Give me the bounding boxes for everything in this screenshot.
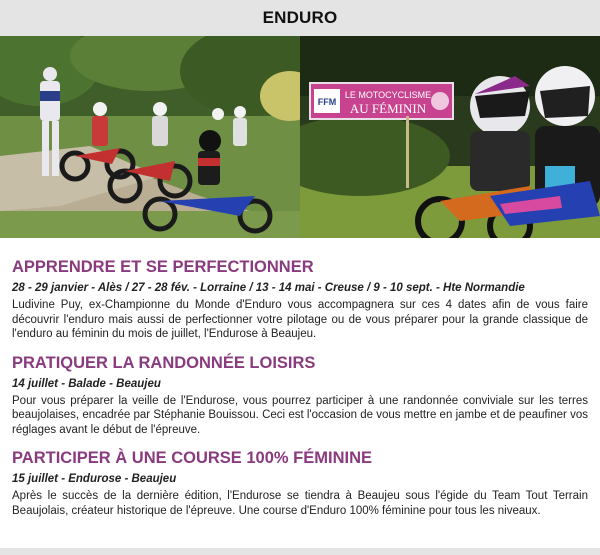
section-description-learn: Ludivine Puy, ex-Championne du Monde d'Enduro vous accompagnera sur ces 4 dates afin de vous faire découvrir l'enduro mais aussi de perfectionner votre pilotage ou de vous préparer pour la grande classique de l'enduro au féminin du mois de juillet, l'Endurose à Beaujeu. [12, 299, 588, 340]
content-area [0, 238, 600, 518]
section-title-learn: APPRENDRE ET SE PERFECTIONNER [12, 258, 314, 276]
section-learn [12, 238, 588, 342]
section-description-race: Après le succès de la dernière édition, l'Endurose se tiendra à Beaujeu sous l'égide du Team Tout Terrain Beaujolais, créateur historique de l'épreuve. Une course d'Enduro 100% féminine pour tous les niveaux. [12, 490, 588, 517]
banner-logo-text: FFM [317, 97, 337, 107]
riders-forest-image [0, 36, 300, 238]
banner-text-line1: LE MOTOCYCLISME [344, 90, 432, 100]
section-race [12, 437, 588, 518]
section-title-ride: PRATIQUER LA RANDONNÉE LOISIRS [12, 353, 316, 372]
page-title: ENDURO [262, 8, 338, 27]
section-description-ride: Pour vous préparer la veille de l'Endurose, vous pourrez participer à une randonnée conviviale sur les terres beaujolaises, encadrée par Stéphanie Bouissou. Ceci est l'occasion de vous mettre en jambe et de peaufiner vos réglages avant le début de l'épreuve. [12, 394, 588, 436]
header-bar [0, 0, 600, 36]
section-ride [12, 342, 588, 438]
banner-text-line2: AU FÉMININ [349, 101, 427, 116]
riders-banner-image [300, 36, 600, 238]
section-dates-race: 15 juillet - Endurose - Beaujeu [12, 473, 177, 485]
photo-strip [0, 36, 600, 238]
section-dates-ride: 14 juillet - Balade - Beaujeu [12, 377, 161, 390]
section-dates-learn: 28 - 29 janvier - Alès / 27 - 28 fév. - Lorraine / 13 - 14 mai - Creuse / 9 - 10 sept. - Hte Normandie [12, 282, 525, 294]
section-title-race: PARTICIPER À UNE COURSE 100% FÉMININE [12, 449, 373, 467]
footer-bar [0, 548, 600, 555]
photo-riders-forest [0, 36, 300, 238]
photo-riders-banner [300, 36, 600, 238]
